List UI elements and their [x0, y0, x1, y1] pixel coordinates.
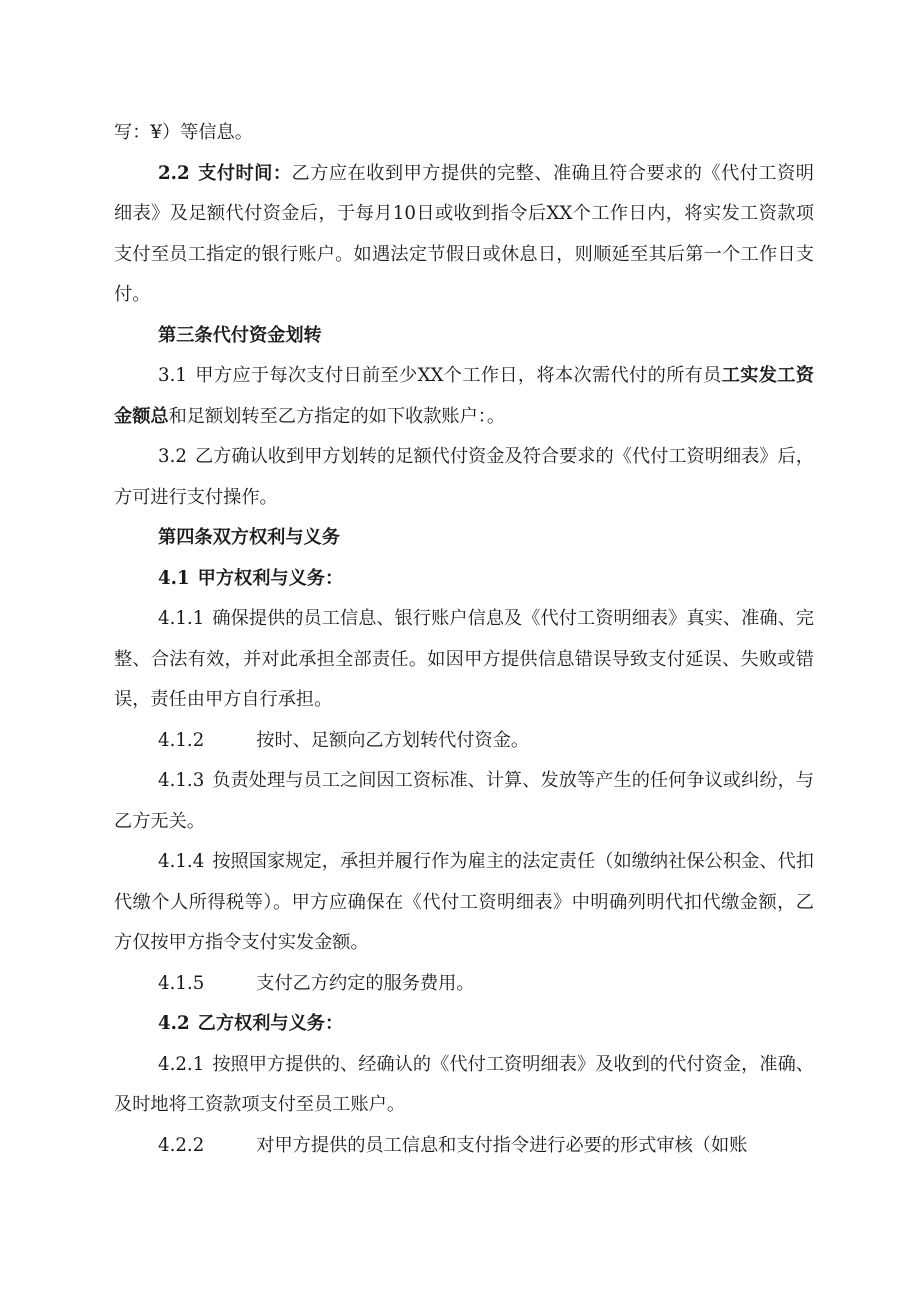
clause-text: 负责处理与员工之间因工资标准、计算、发放等产生的任何争议或纠纷，与乙方无关。 [114, 770, 814, 832]
paragraph-continuation [114, 113, 814, 154]
clause-text: 按照国家规定，承担并履行作为雇主的法定责任（如缴纳社保公积金、代扣代缴个人所得税等）。甲方应确保在《代付工资明细表》中明确列明代扣代缴金额，乙方仅按甲方指令支付实发金额。 [114, 851, 814, 953]
clause-text: 按照甲方提供的、经确认的《代付工资明细表》及收到的代付资金，准确、及时地将工资款项支付至员工账户。 [114, 1053, 814, 1115]
clause-text: 乙方应在收到甲方提供的完整、准确且符合要求的《代付工资明细表》及足额代付资金后，于每月10日或收到指令后XX个工作日内，将实发工资款项支付至员工指定的银行账户。如遇法定节假日或休息日，则顺延至其后第一个工作日支付。 [114, 162, 814, 305]
document-page [114, 113, 814, 1166]
clause-4-1-5 [114, 964, 814, 1005]
article-4-heading [114, 518, 814, 559]
clause-2-2 [114, 154, 814, 316]
clause-text-end: 和足额划转至乙方指定的如下收款账户：。 [168, 405, 506, 427]
clause-4-2-1 [114, 1045, 814, 1126]
clause-number: 4.2.1 [158, 1053, 205, 1075]
clause-4-1-3 [114, 761, 814, 842]
article-3-heading [114, 316, 814, 357]
clause-title: 支付时间： [197, 162, 292, 184]
clause-number: 4.1.5 [158, 972, 205, 994]
clause-title: 甲方权利与义务： [197, 567, 344, 589]
clause-text: 按时、足额向乙方划转代付资金。 [256, 729, 530, 751]
clause-bold-text: 工实发工资金额总 [114, 365, 814, 427]
clause-text: 确保提供的员工信息、银行账户信息及《代付工资明细表》真实、准确、完整、合法有效，并对此承担全部责任。如因甲方提供信息错误导致支付延误、失败或错误，责任由甲方自行承担。 [114, 608, 814, 710]
clause-number: 4.2.2 [158, 1134, 205, 1156]
clause-number: 2.2 [158, 162, 190, 184]
clause-4-1-1 [114, 599, 814, 721]
article-title: 第三条代付资金划转 [158, 324, 322, 346]
clause-4-2-2 [114, 1126, 814, 1167]
clause-number: 4.1.3 [158, 770, 205, 791]
clause-3-2 [114, 437, 814, 518]
clause-4-1 [114, 559, 814, 600]
clause-number: 4.1.1 [158, 608, 205, 629]
clause-text: 支付乙方约定的服务费用。 [256, 972, 475, 994]
clause-text: 甲方应于每次支付日前至少XX个工作日，将本次需代付的所有员 [194, 365, 722, 386]
clause-number: 3.2 [158, 446, 187, 467]
clause-number: 4.2 [158, 1013, 190, 1034]
clause-text: 对甲方提供的员工信息和支付指令进行必要的形式审核（如账 [256, 1134, 748, 1156]
clause-title: 乙方权利与义务： [197, 1013, 344, 1034]
article-title: 第四条双方权利与义务 [158, 527, 340, 548]
clause-4-1-4 [114, 842, 814, 964]
paragraph-text: 写：¥）等信息。 [114, 122, 253, 143]
clause-number: 4.1.4 [158, 851, 205, 872]
clause-number: 4.1 [158, 567, 190, 589]
clause-number: 3.1 [158, 365, 187, 386]
clause-number: 4.1.2 [158, 729, 205, 751]
clause-4-1-2 [114, 721, 814, 762]
clause-text: 乙方确认收到甲方划转的足额代付资金及符合要求的《代付工资明细表》后，方可进行支付操作。 [114, 446, 814, 508]
clause-3-1 [114, 356, 814, 437]
clause-4-2 [114, 1004, 814, 1045]
